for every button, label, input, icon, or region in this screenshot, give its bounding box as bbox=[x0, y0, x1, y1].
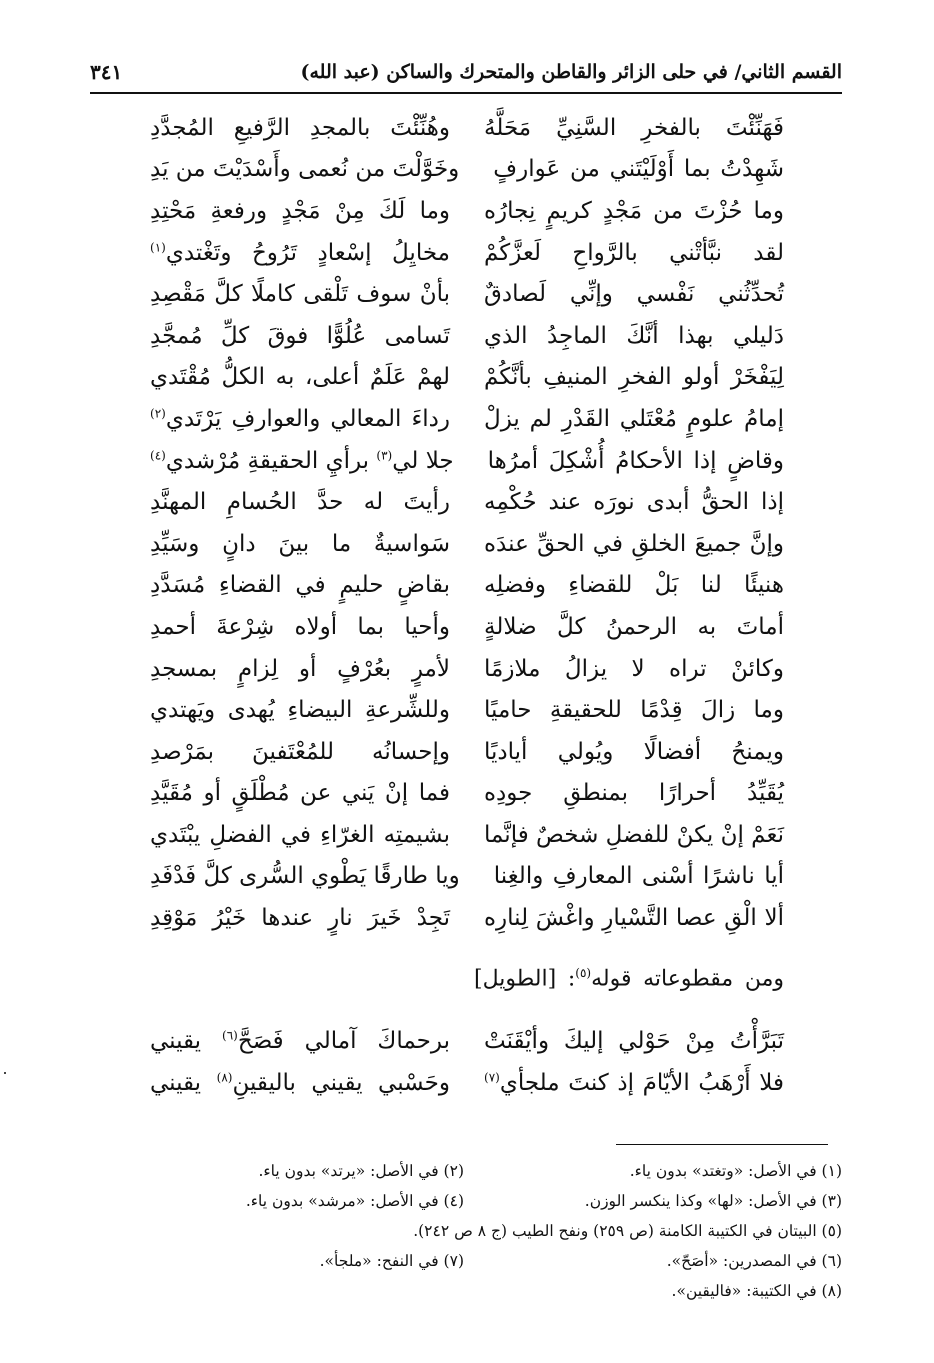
footnote: (٢) في الأصل: «يرتد» بدون ياء. bbox=[258, 1162, 464, 1180]
verse-line bbox=[150, 773, 784, 815]
verse-sadr: فَهَنِّئْتَ بالفخرِ السَّنِيِّ مَحَلَّهُ bbox=[484, 114, 784, 141]
header-title: القسم الثاني/ في حلى الزائر والقاطن والمتحرك والساكن (عبد الله) bbox=[300, 61, 842, 83]
footnote: (٣) في الأصل: «لها» وكذا ينكسر الوزن. bbox=[584, 1192, 842, 1210]
verse-line bbox=[150, 481, 784, 523]
verse-ajz bbox=[150, 364, 450, 390]
footnote-divider bbox=[616, 1144, 828, 1145]
verse-ajz bbox=[150, 1028, 450, 1054]
sadr-text: فلا أَرْهَبُ الأيّامَ إذ كنتَ ملجأي bbox=[499, 1070, 784, 1096]
ajz-text: وحَسْبي يقيني باليقينِ bbox=[232, 1070, 450, 1096]
verse-ajz bbox=[150, 697, 450, 723]
verse-line bbox=[150, 648, 784, 690]
verse-ajz bbox=[150, 572, 450, 598]
ajz-text: تَجِدْ خَيرَ نارٍ عندها خَيْرُ مَوْقِدِ bbox=[150, 905, 450, 932]
verse-line bbox=[150, 689, 784, 731]
verse-ajz bbox=[150, 489, 450, 515]
verse-sadr: تُحدِّثُني نَفْسي وإنِّي لَصادقٌ bbox=[484, 281, 784, 308]
verse-ajz bbox=[150, 281, 450, 307]
verse-ajz bbox=[150, 863, 460, 889]
verse-line bbox=[150, 190, 784, 232]
ajz-text-rest: يقيني bbox=[150, 1070, 217, 1096]
verse-sadr: وقاضٍ إذا الأحكامُ أُشْكِلَ أمرُها bbox=[487, 447, 784, 474]
footnote-ref: (٣) bbox=[376, 447, 393, 462]
verse-line bbox=[150, 315, 784, 357]
sadr-text: تَبَرَّأْتُ مِنْ حَوْلي إليكَ وأيْقَنَتْ bbox=[484, 1028, 784, 1054]
footnote-ref: (٧) bbox=[484, 1070, 500, 1085]
verse-sadr: يُقَيِّدُ أحرارًا بمنطقِ جودِه bbox=[484, 780, 784, 807]
footnote-ref: (٦) bbox=[222, 1028, 238, 1043]
poem-verses bbox=[150, 107, 784, 939]
verse-line bbox=[150, 440, 784, 482]
verse-ajz bbox=[150, 156, 459, 182]
footnote: (٦) في المصدرين: «أصَحّ». bbox=[666, 1252, 842, 1270]
verse-ajz bbox=[150, 323, 450, 349]
footnote-ref: (٥) bbox=[575, 966, 592, 980]
verse-sadr: وما زالَ قِدْمًا للحقيقةِ حاميًا bbox=[484, 697, 784, 724]
ajz-text: جلا لي bbox=[392, 447, 454, 474]
ajz-text: فما إنْ يَني عن مُطْلَقٍ أو مُقَيَّدِ bbox=[150, 780, 450, 807]
poem-verses-2 bbox=[150, 1020, 784, 1104]
ajz-text: بأنْ سوف تَلْقى كاملًا كلَّ مَقْصِدِ bbox=[150, 281, 450, 308]
footnote-line bbox=[100, 1216, 842, 1246]
intro-text: ومن مقطوعاته قوله bbox=[591, 966, 784, 992]
footnote: (٥) البيتان في الكتيبة الكامنة (ص ٢٥٩) ونفح الطيب (ج ٨ ص ٢٤٢). bbox=[413, 1222, 842, 1240]
verse-sadr: هنيئًا لنا بَلْ للقضاءِ وفضلِه bbox=[484, 572, 784, 599]
ajz-text: بقاضٍ حليمٍ في القضاءِ مُسَدَّدِ bbox=[150, 572, 450, 599]
verse-sadr: دَليلي بهذا أنَّكَ الماجِدُ الذي bbox=[484, 322, 784, 349]
footnote-line bbox=[100, 1276, 842, 1306]
ajz-text: رداءَ المعالي والعوارفِ يَرْتَدي bbox=[165, 405, 450, 432]
ajz-text: تَسامى عُلُوًّا فوقَ كلِّ مُمجَّدِ bbox=[150, 322, 450, 349]
footnote: (٧) في النفح: «ملجأ». bbox=[319, 1252, 464, 1270]
page-number: ٣٤١ bbox=[90, 60, 123, 84]
verse-line bbox=[150, 731, 784, 773]
ajz-text: لهمْ عَلَمٌ أعلى، به الكلُّ مُقْتَدي bbox=[150, 364, 450, 391]
footnote: (١) في الأصل: «وتغتد» بدون ياء. bbox=[629, 1162, 842, 1180]
verse-ajz bbox=[150, 656, 450, 682]
verse-ajz bbox=[150, 739, 450, 765]
ajz-text: وللشِّرعةِ البيضاءِ يُهدى ويَهتدي bbox=[150, 697, 450, 724]
footnote: (٤) في الأصل: «مرشد» بدون ياء. bbox=[245, 1192, 464, 1210]
verse-sadr: إذا الحقُّ أبدى نورَه عند حُكْمِه bbox=[484, 489, 784, 516]
footnote-ref: (٨) bbox=[216, 1070, 233, 1085]
footnote-ref: (١) bbox=[150, 239, 166, 254]
verse-ajz bbox=[150, 240, 450, 266]
meter-label: : [الطويل] bbox=[474, 966, 576, 992]
ajz-text: برحماكَ آمالي فَصَحَّ bbox=[237, 1028, 450, 1054]
verse-ajz bbox=[150, 198, 450, 224]
ajz-text: بشيمتِه الغرّاءِ في الفضلِ يبْتَدي bbox=[150, 821, 450, 848]
verse-line bbox=[150, 523, 784, 565]
verse-line bbox=[150, 398, 784, 440]
verse-line bbox=[150, 1020, 784, 1062]
verse-line bbox=[150, 273, 784, 315]
verse-sadr: وإنَّ جميعَ الخلقِ في الحقِّ عندَه bbox=[484, 530, 784, 557]
verse-sadr: لِيَفْخَرْ أولو الفخرِ المنيفِ بأنَّكُمْ bbox=[484, 364, 784, 391]
verse-line bbox=[150, 606, 784, 648]
verse-line bbox=[150, 232, 784, 274]
verse-line bbox=[150, 856, 784, 898]
verse-ajz bbox=[150, 1070, 450, 1096]
verse-line bbox=[150, 565, 784, 607]
footnote-line bbox=[100, 1246, 842, 1276]
verse-sadr: لقد نبَّأتْني بالرَّواحِ لَعزَّكُمْ bbox=[484, 239, 784, 266]
poem-intro bbox=[474, 966, 784, 991]
ajz-text: لأمرٍ بعُرْفٍ أو لِزامٍ بمسجدِ bbox=[150, 655, 450, 682]
verse-ajz bbox=[150, 780, 450, 806]
ajz-text: وإحسانُه للمُعْتَفينَ بمَرْصدِ bbox=[150, 738, 450, 765]
verse-sadr: ألا الْقِ عصا التَّسْيارِ واغْشَ لِنارِه bbox=[484, 905, 784, 932]
verse-ajz bbox=[150, 614, 450, 640]
verse-sadr: وكائنْ تراه لا يزالُ ملازمًا bbox=[484, 655, 784, 682]
footnote-ref: (٤) bbox=[150, 447, 166, 462]
ajz-text: رأيتَ له حدَّ الحُسامِ المهنَّدِ bbox=[150, 489, 450, 516]
verse-line bbox=[150, 357, 784, 399]
verse-sadr: نَعَمْ إنْ يكنْ للفضلِ شخصٌ فإنَّما bbox=[484, 821, 784, 848]
ajz-text: مخايِلُ إسْعادٍ تَرُوحُ وتَغْتدي bbox=[165, 239, 450, 266]
ajz-text: وما لَكَ مِنْ مَجْدٍ ورفعةِ مَحْتِدِ bbox=[150, 197, 450, 224]
verse-ajz bbox=[150, 822, 450, 848]
verse-sadr: وما حُزْتَ من مَجْدٍ كريمٍ نِجارُه bbox=[484, 197, 784, 224]
ajz-text: سَواسيةٌ ما بينَ دانٍ وسَيِّدِ bbox=[150, 530, 450, 557]
verse-ajz bbox=[150, 406, 450, 432]
verse-sadr bbox=[484, 1070, 784, 1096]
ajz-text-rest: برأيِ الحقيقةِ مُرْشدي bbox=[165, 447, 377, 474]
verse-sadr: أيا ناشرًا أسْنى المعارفِ والغِنا bbox=[493, 863, 784, 890]
verse-line bbox=[150, 149, 784, 191]
ajz-text: وأحيا بما أولاه شِرْعةَ أحمدِ bbox=[150, 613, 450, 640]
running-header bbox=[90, 52, 842, 94]
verse-sadr: ويمنحُ أفضالًا ويُولي أياديًا bbox=[484, 738, 784, 765]
ajz-text: وخَوَّلْتَ من نُعمى وأَسْدَيْتَ من يَدِ bbox=[150, 156, 460, 183]
ajz-text: ويا طارقًا يَطْوي السُّرى كلَّ فَدْفَدِ bbox=[150, 863, 460, 890]
verse-sadr bbox=[484, 1028, 784, 1054]
verse-ajz bbox=[150, 531, 450, 557]
verse-line bbox=[150, 897, 784, 939]
verse-line bbox=[150, 107, 784, 149]
verse-ajz bbox=[150, 115, 450, 141]
verse-sadr: إمامُ علومٍ مُعْتَلي القَدْرِ لم يزلْ bbox=[484, 405, 784, 432]
footnote-line bbox=[100, 1156, 842, 1186]
verse-ajz bbox=[150, 448, 454, 474]
ajz-text-rest: يقيني bbox=[150, 1028, 223, 1054]
verse-sadr: شَهِدْتُ بما أَوْلَيْتَني من عَوارفٍ bbox=[493, 156, 784, 183]
verse-sadr: أماتَ به الرحمنُ كلَّ ضلالةٍ bbox=[484, 613, 784, 640]
footnotes bbox=[100, 1156, 842, 1306]
verse-line bbox=[150, 1062, 784, 1104]
footnote-ref: (٢) bbox=[150, 406, 166, 421]
verse-ajz bbox=[150, 905, 450, 931]
footnote: (٨) في الكتيبة: «فاليقين». bbox=[671, 1282, 842, 1300]
verse-line bbox=[150, 814, 784, 856]
ajz-text: وهُنِّئْتَ بالمجدِ الرَّفيعِ المُجدَّدِ bbox=[150, 114, 450, 141]
footnote-line bbox=[100, 1186, 842, 1216]
scan-speck bbox=[4, 1072, 6, 1074]
